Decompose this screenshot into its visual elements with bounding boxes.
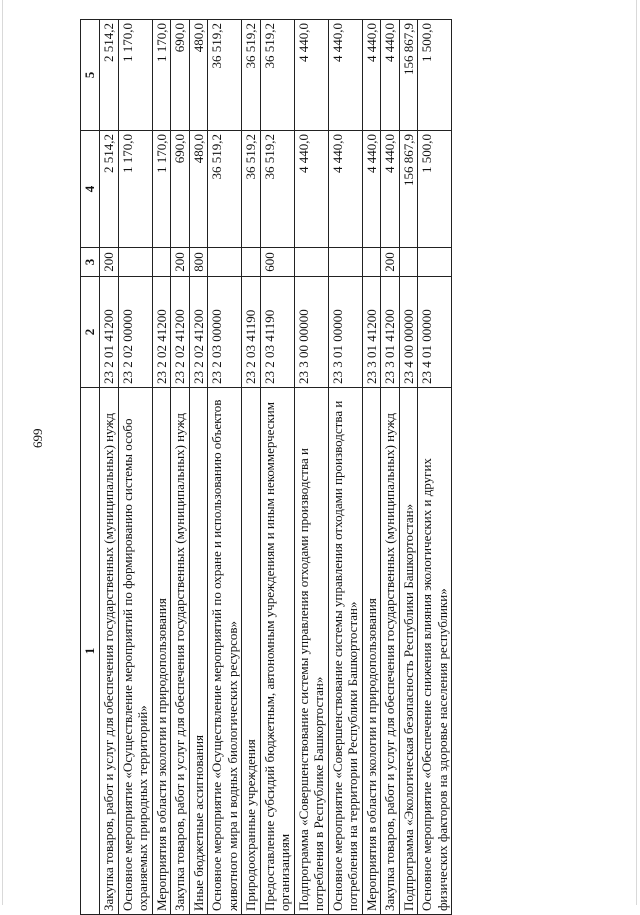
row-value-col5: 4 440,0 (381, 20, 400, 131)
row-type (362, 248, 381, 277)
row-type: 200 (381, 248, 400, 277)
row-value-col4: 1 170,0 (118, 131, 152, 248)
row-value-col5: 156 867,9 (399, 20, 418, 131)
row-value-col4: 156 867,9 (399, 131, 418, 248)
row-type (328, 248, 362, 277)
row-type (242, 248, 261, 277)
row-value-col4: 1 500,0 (418, 131, 452, 248)
table-row (418, 20, 452, 915)
row-value-col5: 1 500,0 (418, 20, 452, 131)
row-value-col5: 4 440,0 (362, 20, 381, 131)
table-row (362, 20, 381, 915)
row-name: Предоставление субсидий бюджетным, автономным учреждениям и иным некоммерческим организациям (260, 388, 294, 915)
row-name: Закупка товаров, работ и услуг для обеспечения государственных (муниципальных) нужд (100, 388, 119, 915)
row-code: 23 2 02 41200 (152, 277, 171, 388)
column-header-1: 1 (81, 388, 100, 915)
row-code: 23 2 02 41200 (171, 277, 190, 388)
row-value-col4: 4 440,0 (362, 131, 381, 248)
row-code: 23 3 00 00000 (294, 277, 328, 388)
row-value-col4: 4 440,0 (294, 131, 328, 248)
row-value-col4: 480,0 (189, 131, 208, 248)
row-value-col5: 4 440,0 (328, 20, 362, 131)
row-type: 600 (260, 248, 294, 277)
table-row (260, 20, 294, 915)
table-row (152, 20, 171, 915)
table-row (294, 20, 328, 915)
row-value-col5: 36 519,2 (242, 20, 261, 131)
table-row (328, 20, 362, 915)
row-type (208, 248, 242, 277)
column-header-5: 5 (81, 20, 100, 131)
row-code: 23 3 01 41200 (362, 277, 381, 388)
row-name: Закупка товаров, работ и услуг для обеспечения государственных (муниципальных) нужд (381, 388, 400, 915)
row-value-col4: 2 514,2 (100, 131, 119, 248)
row-code: 23 2 01 41200 (100, 277, 119, 388)
row-code: 23 4 00 00000 (399, 277, 418, 388)
row-value-col4: 4 440,0 (381, 131, 400, 248)
row-value-col5: 2 514,2 (100, 20, 119, 131)
table-row (189, 20, 208, 915)
row-code: 23 3 01 00000 (328, 277, 362, 388)
table-row (171, 20, 190, 915)
page-number: 699 (30, 428, 45, 448)
row-type: 200 (100, 248, 119, 277)
row-name: Подпрограмма «Экологическая безопасность Республики Башкортостан» (399, 388, 418, 915)
table-row (399, 20, 418, 915)
row-code: 23 2 02 41200 (189, 277, 208, 388)
row-type (118, 248, 152, 277)
row-name: Природоохранные учреждения (242, 388, 261, 915)
row-value-col5: 690,0 (171, 20, 190, 131)
row-value-col4: 690,0 (171, 131, 190, 248)
row-code: 23 2 03 00000 (208, 277, 242, 388)
row-value-col5: 480,0 (189, 20, 208, 131)
row-name: Основное мероприятие «Осуществление мероприятий по формированию системы особо охраняемых природных территорий» (118, 388, 152, 915)
row-name: Иные бюджетные ассигнования (189, 388, 208, 915)
row-value-col5: 36 519,2 (208, 20, 242, 131)
row-name: Закупка товаров, работ и услуг для обеспечения государственных (муниципальных) нужд (171, 388, 190, 915)
row-type (399, 248, 418, 277)
table-row (381, 20, 400, 915)
table-row (208, 20, 242, 915)
row-type: 200 (171, 248, 190, 277)
scan-edge-right (636, 0, 637, 905)
column-header-2: 2 (81, 277, 100, 388)
row-code: 23 3 01 41200 (381, 277, 400, 388)
budget-table-sheet (80, 23, 600, 915)
row-value-col4: 36 519,2 (260, 131, 294, 248)
row-value-col4: 36 519,2 (242, 131, 261, 248)
row-type: 800 (189, 248, 208, 277)
row-name: Подпрограмма «Совершенствование системы управления отходами производства и потребления в Республике Башкортостан» (294, 388, 328, 915)
row-type (294, 248, 328, 277)
table-row (242, 20, 261, 915)
row-value-col5: 36 519,2 (260, 20, 294, 131)
row-value-col4: 1 170,0 (152, 131, 171, 248)
table-header-row (81, 20, 100, 915)
row-type (418, 248, 452, 277)
row-name: Основное мероприятие «Осуществление мероприятий по охране и использованию объектов животного мира и водных биологических ресурсов» (208, 388, 242, 915)
column-header-4: 4 (81, 131, 100, 248)
row-value-col5: 1 170,0 (118, 20, 152, 131)
row-value-col5: 1 170,0 (152, 20, 171, 131)
table-row (100, 20, 119, 915)
row-value-col4: 4 440,0 (328, 131, 362, 248)
row-code: 23 2 02 00000 (118, 277, 152, 388)
row-name: Основное мероприятие «Совершенствование системы управления отходами производства и потребления на территории Республики Башкортостан» (328, 388, 362, 915)
row-name: Основное мероприятие «Обеспечение снижения влияния экологических и других физических факторов на здоровье населения республики» (418, 388, 452, 915)
row-value-col5: 4 440,0 (294, 20, 328, 131)
budget-table (80, 19, 452, 915)
scan-edge-left (2, 0, 3, 905)
table-row (118, 20, 152, 915)
row-name: Мероприятия в области экологии и природопользования (152, 388, 171, 915)
row-type (152, 248, 171, 277)
row-code: 23 2 03 41190 (242, 277, 261, 388)
row-code: 23 4 01 00000 (418, 277, 452, 388)
row-name: Мероприятия в области экологии и природопользования (362, 388, 381, 915)
row-code: 23 2 03 41190 (260, 277, 294, 388)
row-value-col4: 36 519,2 (208, 131, 242, 248)
column-header-3: 3 (81, 248, 100, 277)
